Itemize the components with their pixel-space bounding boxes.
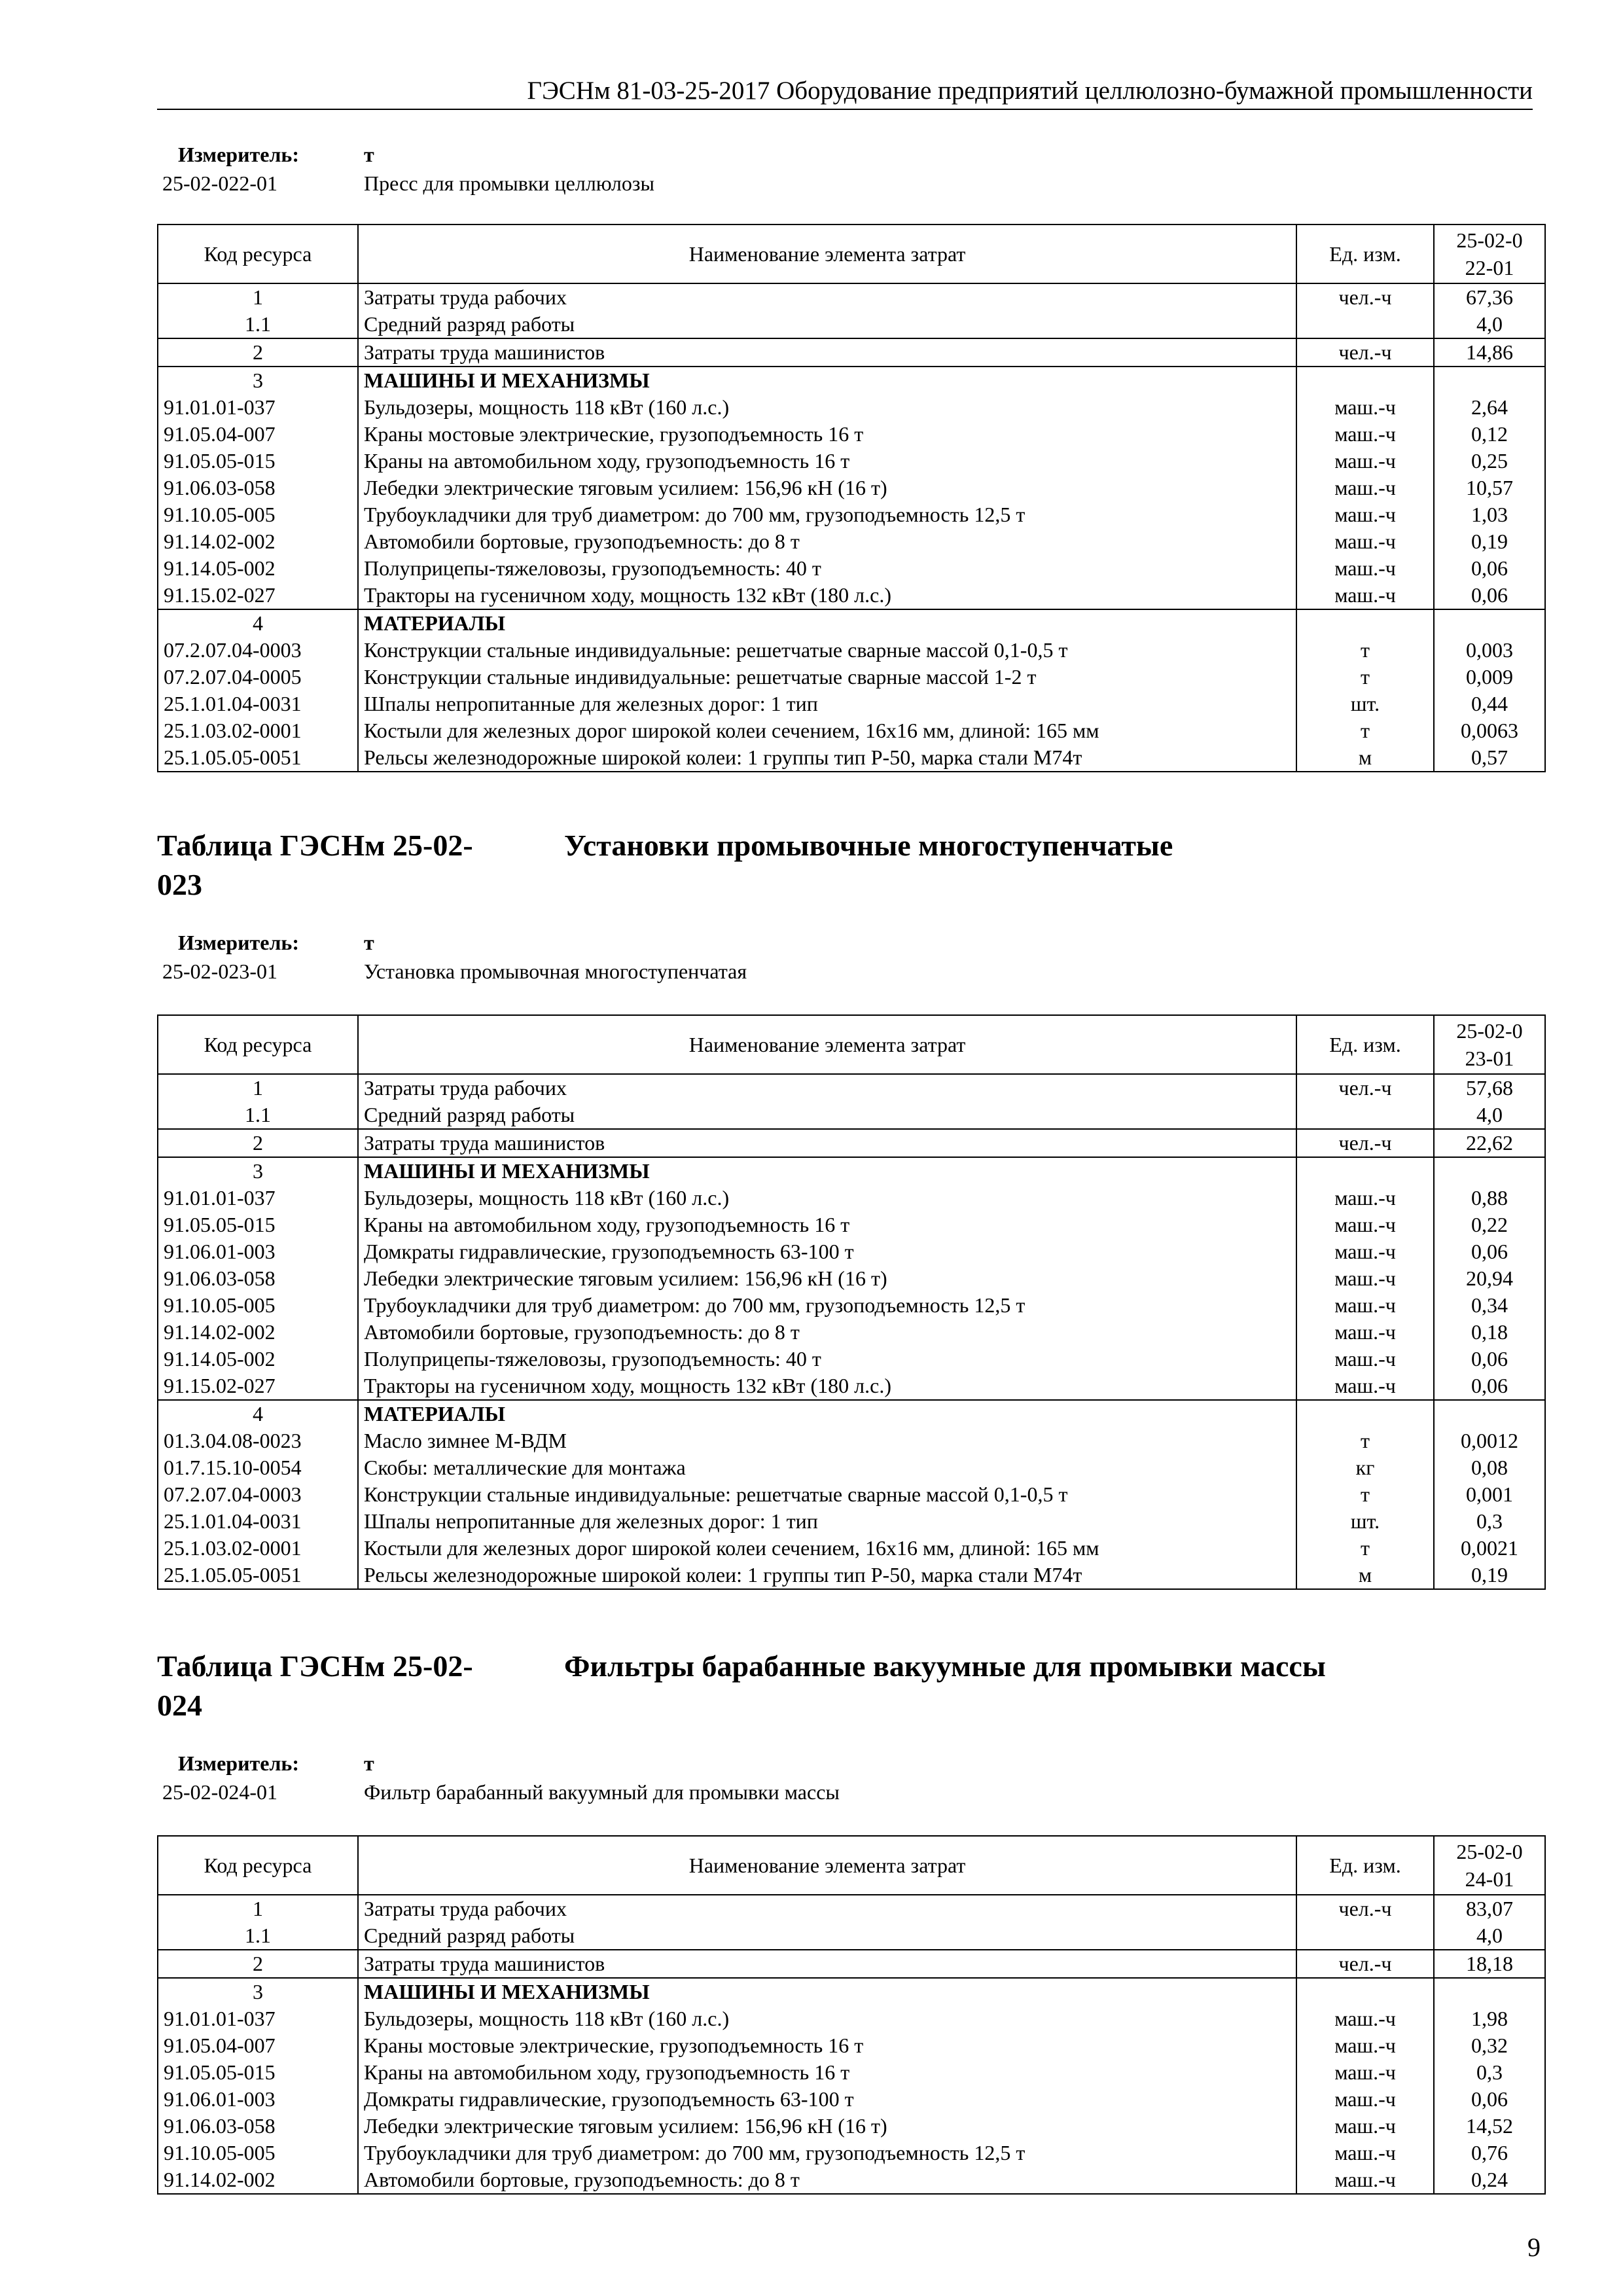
cell-name: Затраты труда рабочих [358, 1074, 1296, 1102]
cell-unit [1296, 367, 1434, 394]
table-header-row [158, 1015, 1545, 1074]
table-row [158, 1562, 1545, 1589]
cell-unit: маш.-ч [1296, 1265, 1434, 1292]
cell-code: 3 [158, 1978, 358, 2005]
cell-value [1434, 1400, 1545, 1427]
cell-value: 0,19 [1434, 1562, 1545, 1589]
table-row [158, 2140, 1545, 2166]
cell-unit: маш.-ч [1296, 2140, 1434, 2166]
cell-code: 1.1 [158, 1102, 358, 1129]
table-row [158, 1922, 1545, 1950]
cell-value: 14,86 [1434, 338, 1545, 367]
title-text: Фильтры барабанные вакуумные для промывки массы [564, 1649, 1326, 1683]
norm-name: Фильтр барабанный вакуумный для промывки массы [364, 1780, 840, 1804]
cell-code: 91.14.02-002 [158, 528, 358, 555]
cell-code: 25.1.03.02-0001 [158, 1535, 358, 1562]
cell-name: Масло зимнее М-ВДМ [358, 1427, 1296, 1454]
cell-name: Лебедки электрические тяговым усилием: 156,96 кН (16 т) [358, 2113, 1296, 2140]
cell-code: 91.10.05-005 [158, 501, 358, 528]
col-header-code: Код ресурса [158, 1015, 358, 1074]
cell-name: Домкраты гидравлические, грузоподъемность 63-100 т [358, 1238, 1296, 1265]
table-row [158, 2086, 1545, 2113]
cell-unit: маш.-ч [1296, 1292, 1434, 1319]
table-row [158, 1211, 1545, 1238]
table-row [158, 1372, 1545, 1400]
table-row [158, 1129, 1545, 1157]
cell-value: 0,24 [1434, 2166, 1545, 2194]
cell-name: Средний разряд работы [358, 1922, 1296, 1950]
cell-code: 91.05.04-007 [158, 421, 358, 448]
cell-value: 0,32 [1434, 2032, 1545, 2059]
cell-unit: маш.-ч [1296, 582, 1434, 609]
cell-value [1434, 367, 1545, 394]
table-row [158, 311, 1545, 338]
cell-code: 01.3.04.08-0023 [158, 1427, 358, 1454]
cell-code: 91.14.05-002 [158, 1346, 358, 1372]
cell-code: 91.01.01-037 [158, 394, 358, 421]
cell-name: Трубоукладчики для труб диаметром: до 700 мм, грузоподъемность 12,5 т [358, 2140, 1296, 2166]
cell-value: 83,07 [1434, 1895, 1545, 1922]
cell-value: 14,52 [1434, 2113, 1545, 2140]
cell-unit: маш.-ч [1296, 501, 1434, 528]
cell-code: 91.05.05-015 [158, 1211, 358, 1238]
cell-value: 67,36 [1434, 283, 1545, 311]
cell-unit [1296, 1102, 1434, 1129]
title-number: 023 [157, 868, 202, 901]
cell-name: Конструкции стальные индивидуальные: решетчатые сварные массой 1-2 т [358, 664, 1296, 691]
table-row [158, 1157, 1545, 1185]
cell-unit: маш.-ч [1296, 475, 1434, 501]
table-row [158, 421, 1545, 448]
cell-value: 0,88 [1434, 1185, 1545, 1211]
col-header-unit: Ед. изм. [1296, 224, 1434, 283]
cell-value: 4,0 [1434, 311, 1545, 338]
cell-code: 4 [158, 1400, 358, 1427]
cell-code: 91.06.01-003 [158, 1238, 358, 1265]
cell-name: Краны на автомобильном ходу, грузоподъемность 16 т [358, 2059, 1296, 2086]
cell-value: 0,06 [1434, 1238, 1545, 1265]
norm-code: 25-02-022-01 [162, 171, 277, 195]
cell-value: 0,009 [1434, 664, 1545, 691]
cell-value: 0,57 [1434, 744, 1545, 772]
cell-code: 91.14.02-002 [158, 1319, 358, 1346]
table-row [158, 367, 1545, 394]
cost-table [157, 1014, 1546, 1590]
cell-code: 1 [158, 1895, 358, 1922]
cell-code: 3 [158, 367, 358, 394]
cell-value: 0,12 [1434, 421, 1545, 448]
cell-unit: чел.-ч [1296, 283, 1434, 311]
cell-value: 22,62 [1434, 1129, 1545, 1157]
table-row [158, 609, 1545, 637]
cell-code: 91.05.05-015 [158, 2059, 358, 2086]
table-row [158, 1978, 1545, 2005]
cell-name: Бульдозеры, мощность 118 кВт (160 л.с.) [358, 394, 1296, 421]
cell-unit: маш.-ч [1296, 1185, 1434, 1211]
table-row [158, 394, 1545, 421]
section-024 [157, 1749, 1544, 2191]
meter-label: Измеритель: [178, 1751, 299, 1775]
cell-value: 4,0 [1434, 1102, 1545, 1129]
cell-unit: маш.-ч [1296, 2113, 1434, 2140]
cell-unit: т [1296, 717, 1434, 744]
cell-code: 91.10.05-005 [158, 1292, 358, 1319]
cell-name: Трубоукладчики для труб диаметром: до 700 мм, грузоподъемность 12,5 т [358, 501, 1296, 528]
title-number: 024 [157, 1689, 202, 1722]
cell-unit [1296, 609, 1434, 637]
table-row [158, 582, 1545, 609]
table-row [158, 1265, 1545, 1292]
page-number: 9 [1527, 2233, 1541, 2262]
col-header-code: Код ресурса [158, 1836, 358, 1895]
cell-unit: маш.-ч [1296, 2032, 1434, 2059]
cell-value [1434, 609, 1545, 637]
cell-name: Полуприцепы-тяжеловозы, грузоподъемность: 40 т [358, 555, 1296, 582]
table-row [158, 691, 1545, 717]
cell-value: 57,68 [1434, 1074, 1545, 1102]
cell-value: 0,44 [1434, 691, 1545, 717]
cell-name: Затраты труда рабочих [358, 1895, 1296, 1922]
cell-code: 91.14.02-002 [158, 2166, 358, 2194]
cell-value: 1,98 [1434, 2005, 1545, 2032]
table-row [158, 1185, 1545, 1211]
cell-unit: шт. [1296, 1508, 1434, 1535]
col-header-unit: Ед. изм. [1296, 1015, 1434, 1074]
cell-value: 0,003 [1434, 637, 1545, 664]
cell-value: 0,06 [1434, 1346, 1545, 1372]
title-part: Таблица ГЭСНм 25-02- [157, 1649, 473, 1683]
table-row [158, 1102, 1545, 1129]
cell-name: Костыли для железных дорог широкой колеи сечением, 16x16 мм, длиной: 165 мм [358, 717, 1296, 744]
col-header-unit: Ед. изм. [1296, 1836, 1434, 1895]
table-row [158, 1481, 1545, 1508]
cell-unit: маш.-ч [1296, 528, 1434, 555]
cell-code: 07.2.07.04-0003 [158, 637, 358, 664]
cell-code: 91.15.02-027 [158, 582, 358, 609]
cell-code: 91.01.01-037 [158, 2005, 358, 2032]
cell-unit: т [1296, 1427, 1434, 1454]
cell-code: 91.06.03-058 [158, 475, 358, 501]
cell-code: 07.2.07.04-0005 [158, 664, 358, 691]
table-row [158, 555, 1545, 582]
cell-code: 01.7.15.10-0054 [158, 1454, 358, 1481]
cell-name: Краны на автомобильном ходу, грузоподъемность 16 т [358, 448, 1296, 475]
cell-unit [1296, 1978, 1434, 2005]
norm-name: Пресс для промывки целлюлозы [364, 171, 655, 195]
cell-unit: м [1296, 744, 1434, 772]
cell-unit: т [1296, 1481, 1434, 1508]
cell-unit: м [1296, 1562, 1434, 1589]
table-row [158, 1950, 1545, 1978]
cell-value: 0,34 [1434, 1292, 1545, 1319]
cell-code: 91.14.05-002 [158, 555, 358, 582]
table-row [158, 1400, 1545, 1427]
cell-unit: чел.-ч [1296, 338, 1434, 367]
table-row [158, 717, 1545, 744]
cell-value: 0,0012 [1434, 1427, 1545, 1454]
title-text: Установки промывочные многоступенчатые [564, 829, 1173, 862]
cell-name: Краны на автомобильном ходу, грузоподъемность 16 т [358, 1211, 1296, 1238]
cell-code: 91.06.03-058 [158, 1265, 358, 1292]
cell-value: 0,001 [1434, 1481, 1545, 1508]
cell-unit: шт. [1296, 691, 1434, 717]
cell-unit: чел.-ч [1296, 1950, 1434, 1978]
cell-code: 91.06.03-058 [158, 2113, 358, 2140]
cell-name: Затраты труда машинистов [358, 1950, 1296, 1978]
cell-unit [1296, 1157, 1434, 1185]
cell-code: 25.1.05.05-0051 [158, 1562, 358, 1589]
cell-unit: т [1296, 664, 1434, 691]
cell-unit: маш.-ч [1296, 2005, 1434, 2032]
cell-name: МАШИНЫ И МЕХАНИЗМЫ [358, 1978, 1296, 2005]
table-row [158, 664, 1545, 691]
cell-unit [1296, 1400, 1434, 1427]
cell-name: Затраты труда рабочих [358, 283, 1296, 311]
cell-name: Бульдозеры, мощность 118 кВт (160 л.с.) [358, 2005, 1296, 2032]
col-header-norm: 25-02-024-01 [1434, 1836, 1545, 1895]
cell-unit: маш.-ч [1296, 1319, 1434, 1346]
cell-unit: маш.-ч [1296, 421, 1434, 448]
table-row [158, 1346, 1545, 1372]
cell-name: Костыли для железных дорог широкой колеи сечением, 16x16 мм, длиной: 165 мм [358, 1535, 1296, 1562]
cell-unit: т [1296, 1535, 1434, 1562]
col-header-name: Наименование элемента затрат [358, 224, 1296, 283]
cell-name: Полуприцепы-тяжеловозы, грузоподъемность: 40 т [358, 1346, 1296, 1372]
cell-name: Рельсы железнодорожные широкой колеи: 1 группы тип Р-50, марка стали М74т [358, 744, 1296, 772]
col-header-code: Код ресурса [158, 224, 358, 283]
cell-value: 18,18 [1434, 1950, 1545, 1978]
cell-code: 91.15.02-027 [158, 1372, 358, 1400]
meter-value: т [364, 931, 374, 954]
section-023 [157, 928, 1544, 1587]
col-header-name: Наименование элемента затрат [358, 1015, 1296, 1074]
cell-name: Затраты труда машинистов [358, 338, 1296, 367]
cell-name: Лебедки электрические тяговым усилием: 156,96 кН (16 т) [358, 475, 1296, 501]
cell-code: 3 [158, 1157, 358, 1185]
table-row [158, 1074, 1545, 1102]
table-row [158, 1319, 1545, 1346]
cell-unit: маш.-ч [1296, 2059, 1434, 2086]
cell-code: 1.1 [158, 1922, 358, 1950]
cell-name: Рельсы железнодорожные широкой колеи: 1 группы тип Р-50, марка стали М74т [358, 1562, 1296, 1589]
meter-value: т [364, 1751, 374, 1775]
table-row [158, 1454, 1545, 1481]
cell-value: 1,03 [1434, 501, 1545, 528]
cell-code: 25.1.01.04-0031 [158, 1508, 358, 1535]
cell-value [1434, 1978, 1545, 2005]
cell-code: 2 [158, 1129, 358, 1157]
cell-unit: т [1296, 637, 1434, 664]
cell-value: 0,08 [1434, 1454, 1545, 1481]
cell-unit: маш.-ч [1296, 555, 1434, 582]
table-row [158, 2059, 1545, 2086]
cell-code: 91.06.01-003 [158, 2086, 358, 2113]
cost-table [157, 1835, 1546, 2195]
col-header-norm: 25-02-023-01 [1434, 1015, 1545, 1074]
cell-value: 0,25 [1434, 448, 1545, 475]
cell-value [1434, 1157, 1545, 1185]
cell-unit: кг [1296, 1454, 1434, 1481]
cell-value: 4,0 [1434, 1922, 1545, 1950]
section-022 [157, 140, 1544, 769]
table-header-row [158, 224, 1545, 283]
cell-name: Бульдозеры, мощность 118 кВт (160 л.с.) [358, 1185, 1296, 1211]
table-row [158, 1238, 1545, 1265]
cell-code: 25.1.01.04-0031 [158, 691, 358, 717]
cell-name: Автомобили бортовые, грузоподъемность: до 8 т [358, 1319, 1296, 1346]
cell-name: Средний разряд работы [358, 311, 1296, 338]
cell-unit: маш.-ч [1296, 1372, 1434, 1400]
cell-name: Краны мостовые электрические, грузоподъемность 16 т [358, 421, 1296, 448]
cell-code: 91.05.04-007 [158, 2032, 358, 2059]
norm-code: 25-02-024-01 [162, 1780, 277, 1804]
table-row [158, 2005, 1545, 2032]
cell-value: 0,3 [1434, 2059, 1545, 2086]
cell-value: 0,06 [1434, 555, 1545, 582]
table-row [158, 475, 1545, 501]
cell-value: 0,19 [1434, 528, 1545, 555]
table-row [158, 744, 1545, 772]
cell-name: Домкраты гидравлические, грузоподъемность 63-100 т [358, 2086, 1296, 2113]
cell-value: 0,0021 [1434, 1535, 1545, 1562]
cell-code: 4 [158, 609, 358, 637]
cell-unit: маш.-ч [1296, 1346, 1434, 1372]
cell-unit: чел.-ч [1296, 1074, 1434, 1102]
cell-unit: маш.-ч [1296, 448, 1434, 475]
cell-unit [1296, 311, 1434, 338]
cell-name: Трубоукладчики для труб диаметром: до 700 мм, грузоподъемность 12,5 т [358, 1292, 1296, 1319]
cell-value: 0,22 [1434, 1211, 1545, 1238]
table-row [158, 1292, 1545, 1319]
cell-unit: чел.-ч [1296, 1895, 1434, 1922]
col-header-name: Наименование элемента затрат [358, 1836, 1296, 1895]
cell-name: Лебедки электрические тяговым усилием: 156,96 кН (16 т) [358, 1265, 1296, 1292]
cell-unit: маш.-ч [1296, 1238, 1434, 1265]
cell-code: 1 [158, 283, 358, 311]
cell-name: Средний разряд работы [358, 1102, 1296, 1129]
cell-name: Шпалы непропитанные для железных дорог: 1 тип [358, 691, 1296, 717]
cell-value: 0,06 [1434, 2086, 1545, 2113]
cell-unit: маш.-ч [1296, 394, 1434, 421]
table-row [158, 637, 1545, 664]
table-row [158, 2113, 1545, 2140]
cell-code: 25.1.05.05-0051 [158, 744, 358, 772]
cell-name: Шпалы непропитанные для железных дорог: 1 тип [358, 1508, 1296, 1535]
cell-unit [1296, 1922, 1434, 1950]
table-row [158, 283, 1545, 311]
cell-code: 2 [158, 1950, 358, 1978]
cell-unit: маш.-ч [1296, 2166, 1434, 2194]
table-row [158, 501, 1545, 528]
cost-table [157, 224, 1546, 772]
cell-name: Скобы: металлические для монтажа [358, 1454, 1296, 1481]
title-part: Таблица ГЭСНм 25-02- [157, 829, 473, 862]
cell-unit: чел.-ч [1296, 1129, 1434, 1157]
cell-name: МАТЕРИАЛЫ [358, 609, 1296, 637]
cell-name: Затраты труда машинистов [358, 1129, 1296, 1157]
cell-value: 20,94 [1434, 1265, 1545, 1292]
cell-name: Автомобили бортовые, грузоподъемность: до 8 т [358, 528, 1296, 555]
cell-name: Конструкции стальные индивидуальные: решетчатые сварные массой 0,1-0,5 т [358, 637, 1296, 664]
table-row [158, 1427, 1545, 1454]
cell-name: МАШИНЫ И МЕХАНИЗМЫ [358, 1157, 1296, 1185]
table-row [158, 1535, 1545, 1562]
cell-unit: маш.-ч [1296, 2086, 1434, 2113]
table-row [158, 528, 1545, 555]
meter-label: Измеритель: [178, 931, 299, 954]
running-header: ГЭСНм 81-03-25-2017 Оборудование предприятий целлюлозно-бумажной промышленности [157, 73, 1533, 110]
cell-name: Краны мостовые электрические, грузоподъемность 16 т [358, 2032, 1296, 2059]
norm-code: 25-02-023-01 [162, 960, 277, 983]
table-row [158, 2032, 1545, 2059]
table-row [158, 1508, 1545, 1535]
cell-code: 07.2.07.04-0003 [158, 1481, 358, 1508]
cell-value: 0,0063 [1434, 717, 1545, 744]
meter-value: т [364, 143, 374, 166]
cell-unit: маш.-ч [1296, 1211, 1434, 1238]
cell-value: 0,06 [1434, 1372, 1545, 1400]
col-header-norm: 25-02-022-01 [1434, 224, 1545, 283]
table-row [158, 448, 1545, 475]
cell-value: 0,18 [1434, 1319, 1545, 1346]
cell-code: 1.1 [158, 311, 358, 338]
cell-code: 91.10.05-005 [158, 2140, 358, 2166]
cell-value: 2,64 [1434, 394, 1545, 421]
cell-name: Конструкции стальные индивидуальные: решетчатые сварные массой 0,1-0,5 т [358, 1481, 1296, 1508]
cell-name: Тракторы на гусеничном ходу, мощность 132 кВт (180 л.с.) [358, 1372, 1296, 1400]
cell-code: 91.05.05-015 [158, 448, 358, 475]
table-row [158, 338, 1545, 367]
cell-code: 25.1.03.02-0001 [158, 717, 358, 744]
norm-name: Установка промывочная многоступенчатая [364, 960, 747, 983]
cell-name: Тракторы на гусеничном ходу, мощность 132 кВт (180 л.с.) [358, 582, 1296, 609]
cell-name: МАТЕРИАЛЫ [358, 1400, 1296, 1427]
cell-code: 1 [158, 1074, 358, 1102]
table-row [158, 2166, 1545, 2194]
table-row [158, 1895, 1545, 1922]
table-header-row [158, 1836, 1545, 1895]
meter-label: Измеритель: [178, 143, 299, 166]
cell-code: 2 [158, 338, 358, 367]
cell-value: 10,57 [1434, 475, 1545, 501]
cell-name: Автомобили бортовые, грузоподъемность: до 8 т [358, 2166, 1296, 2194]
cell-value: 0,06 [1434, 582, 1545, 609]
cell-code: 91.01.01-037 [158, 1185, 358, 1211]
cell-name: МАШИНЫ И МЕХАНИЗМЫ [358, 367, 1296, 394]
cell-value: 0,3 [1434, 1508, 1545, 1535]
cell-value: 0,76 [1434, 2140, 1545, 2166]
